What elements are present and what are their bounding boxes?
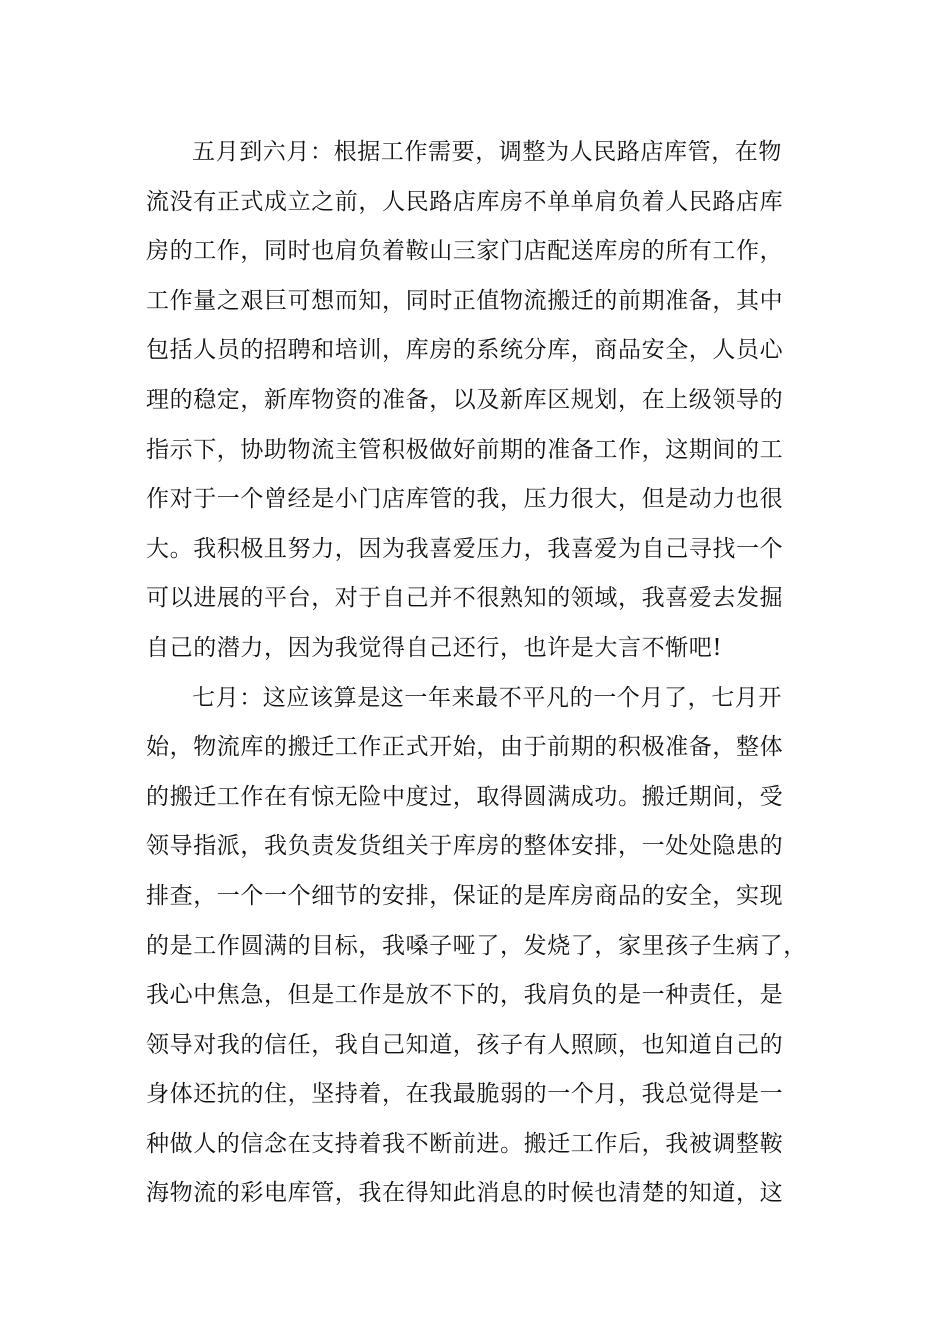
paragraph-may-june-line-7: 指示下，协助物流主管积极做好前期的准备工作，这期间的工 [146,436,784,463]
paragraph-may-june-line-6: 理的稳定，新库物资的准备，以及新库区规划，在上级领导的 [146,386,784,413]
paragraph-may-june-line-11: 自己的潜力，因为我觉得自己还行，也许是大言不惭吧! [146,634,723,661]
paragraph-july-line-11: 海物流的彩电库管，我在得知此消息的时候也清楚的知道，这 [146,1180,784,1207]
paragraph-may-june-line-8: 作对于一个曾经是小门店库管的我，压力很大，但是动力也很 [146,486,784,513]
paragraph-may-june-line-1: 五月到六月：根据工作需要，调整为人民路店库管，在物 [192,139,782,165]
paragraph-july-line-8: 领导对我的信任，我自己知道，孩子有人照顾，也知道自己的 [146,1031,784,1058]
paragraph-july-line-5: 排查，一个一个细节的安排，保证的是库房商品的安全，实现 [146,882,784,909]
paragraph-may-june-line-3: 房的工作，同时也肩负着鞍山三家门店配送库房的所有工作， [146,238,784,265]
paragraph-july-line-10: 种做人的信念在支持着我不断前进。搬迁工作后，我被调整鞍 [146,1130,784,1157]
paragraph-may-june-line-4: 工作量之艰巨可想而知，同时正值物流搬迁的前期准备，其中 [146,287,784,314]
paragraph-july-line-9: 身体还抗的住，坚持着，在我最脆弱的一个月，我总觉得是一 [146,1081,784,1108]
paragraph-july-line-2: 始，物流库的搬迁工作正式开始，由于前期的积极准备，整体 [146,734,784,761]
paragraph-july-line-3: 的搬迁工作在有惊无险中度过，取得圆满成功。搬迁期间，受 [146,783,784,810]
paragraph-may-june-line-2: 流没有正式成立之前，人民路店库房不单单肩负着人民路店库 [146,188,784,215]
paragraph-may-june-line-10: 可以进展的平台，对于自己并不很熟知的领域，我喜爱去发掘 [146,585,784,612]
paragraph-july-line-6: 的是工作圆满的目标，我嗓子哑了，发烧了，家里孩子生病了， [146,932,807,959]
paragraph-may-june-line-5: 包括人员的招聘和培训，库房的系统分库，商品安全，人员心 [146,337,784,364]
paragraph-july-line-7: 我心中焦急，但是工作是放不下的，我肩负的是一种责任，是 [146,982,784,1009]
paragraph-july-line-4: 领导指派，我负责发货组关于库房的整体安排，一处处隐患的 [146,833,784,860]
paragraph-may-june-line-9: 大。我积极且努力，因为我喜爱压力，我喜爱为自己寻找一个 [146,535,784,562]
paragraph-july-line-1: 七月：这应该算是这一年来最不平凡的一个月了，七月开 [192,684,782,711]
body-text [146,128,826,1219]
